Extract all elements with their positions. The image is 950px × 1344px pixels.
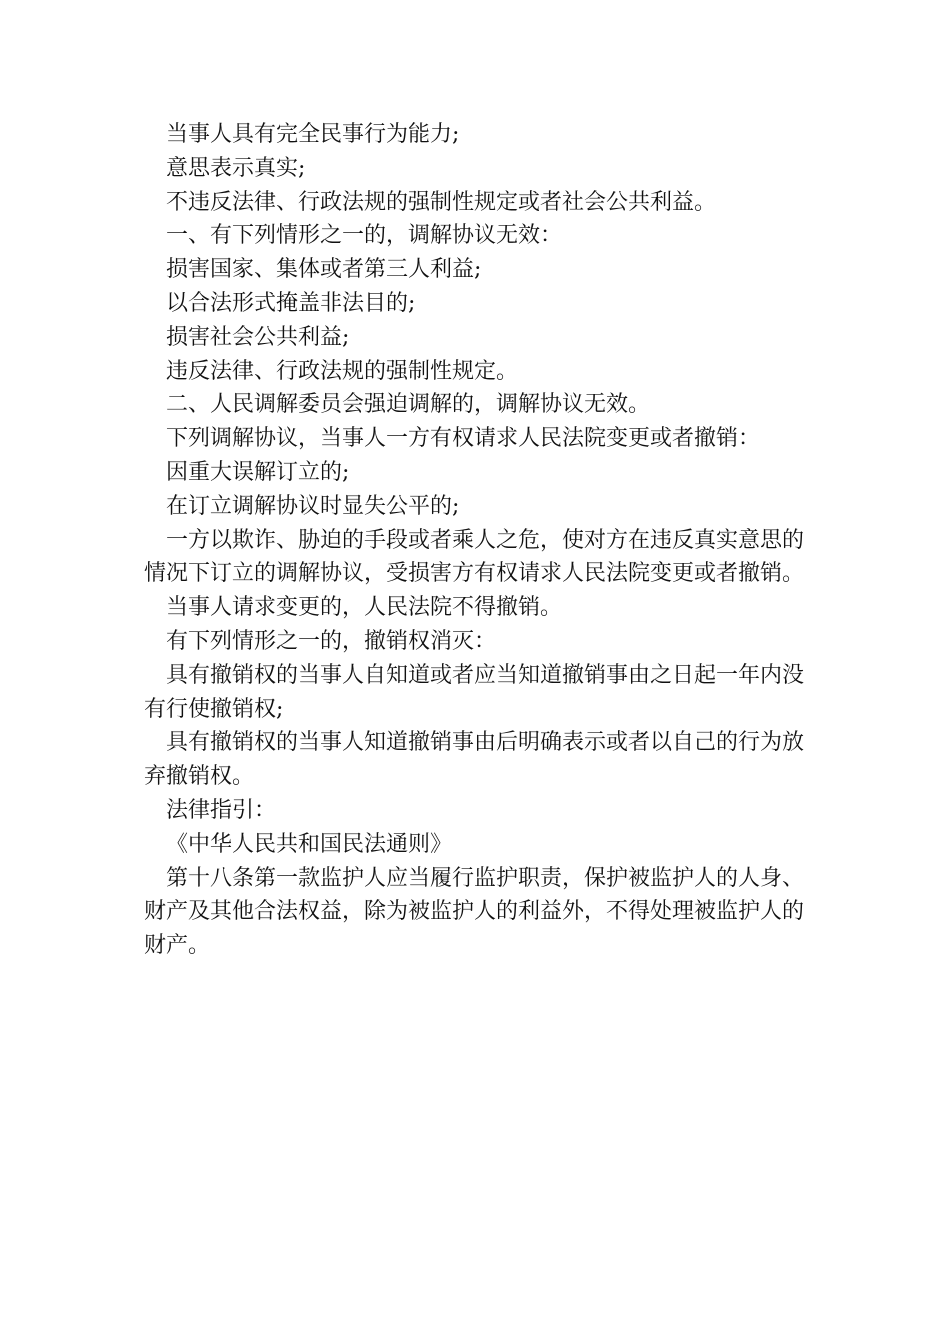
paragraph-4: 一、有下列情形之一的，调解协议无效： bbox=[166, 223, 563, 249]
paragraph-6: 以合法形式掩盖非法目的; bbox=[166, 290, 416, 316]
paragraph-1: 当事人具有完全民事行为能力; bbox=[166, 122, 460, 147]
paragraph-18: 法律指引： bbox=[166, 797, 277, 823]
paragraph-15: 有下列情形之一的，撤销权消灭： bbox=[166, 628, 497, 654]
paragraph-19: 《中华人民共和国民法通则》 bbox=[166, 831, 453, 857]
paragraph-10: 下列调解协议，当事人一方有权请求人民法院变更或者撤销： bbox=[166, 426, 761, 452]
paragraph-11: 因重大误解订立的; bbox=[166, 459, 350, 485]
paragraph-20: 第十八条第一款监护人应当履行监护职责，保护被监护人的人身、财产及其他合法权益，除为被监护人的利益外，不得处理被监护人的财产。 bbox=[144, 865, 805, 959]
paragraph-5: 损害国家、集体或者第三人利益; bbox=[166, 257, 482, 283]
paragraph-9: 二、人民调解委员会强迫调解的，调解协议无效。 bbox=[166, 392, 651, 418]
paragraph-16: 具有撤销权的当事人自知道或者应当知道撤销事由之日起一年内没有行使撤销权; bbox=[144, 662, 805, 722]
paragraph-12: 在订立调解协议时显失公平的; bbox=[166, 493, 460, 519]
paragraph-17: 具有撤销权的当事人知道撤销事由后明确表示或者以自己的行为放弃撤销权。 bbox=[144, 730, 805, 790]
document-body bbox=[144, 118, 814, 963]
paragraph-3: 不违反法律、行政法规的强制性规定或者社会公共利益。 bbox=[166, 189, 717, 215]
paragraph-14: 当事人请求变更的，人民法院不得撤销。 bbox=[166, 595, 563, 621]
paragraph-2: 意思表示真实; bbox=[166, 155, 306, 181]
paragraph-8: 违反法律、行政法规的强制性规定。 bbox=[166, 358, 519, 384]
paragraph-13: 一方以欺诈、胁迫的手段或者乘人之危，使对方在违反真实意思的情况下订立的调解协议，受损害方有权请求人民法院变更或者撤销。 bbox=[144, 527, 805, 587]
paragraph-7: 损害社会公共利益; bbox=[166, 324, 350, 350]
